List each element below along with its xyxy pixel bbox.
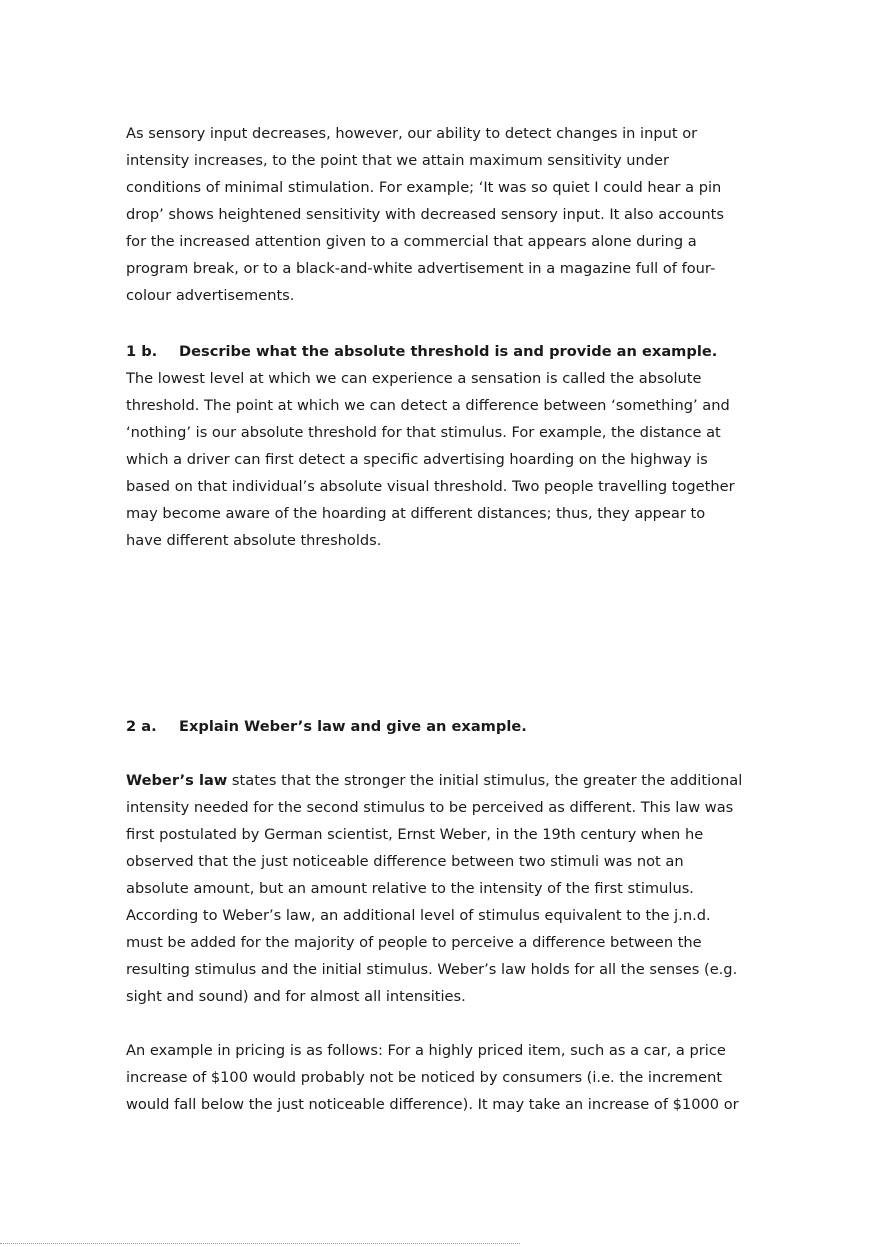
text-line: observed that the just noticeable difference between two stimuli was not an bbox=[126, 853, 684, 870]
term-webers-law: Weber’s law bbox=[126, 772, 228, 789]
text-line: resulting stimulus and the initial stimulus. Weber’s law holds for all the senses (e.g. bbox=[126, 961, 738, 978]
text-line: threshold. The point at which we can detect a difference between ‘something’ and bbox=[126, 397, 730, 414]
footer-divider bbox=[0, 1243, 520, 1244]
text-line: which a driver can first detect a specific advertising hoarding on the highway is bbox=[126, 451, 708, 468]
question-number: 2 a. bbox=[126, 718, 157, 735]
text-line: program break, or to a black-and-white advertisement in a magazine full of four- bbox=[126, 260, 716, 277]
paragraph-absolute-threshold bbox=[126, 365, 766, 554]
text-line: must be added for the majority of people to perceive a difference between the bbox=[126, 934, 702, 951]
question-2a-heading bbox=[126, 713, 527, 740]
text-line: An example in pricing is as follows: For a highly priced item, such as a car, a price bbox=[126, 1042, 726, 1059]
text-line: for the increased attention given to a commercial that appears alone during a bbox=[126, 233, 697, 250]
text-line: would fall below the just noticeable difference). It may take an increase of $1000 or bbox=[126, 1096, 739, 1113]
paragraph-pricing-example bbox=[126, 1037, 766, 1118]
text-line: ‘nothing’ is our absolute threshold for that stimulus. For example, the distance at bbox=[126, 424, 721, 441]
text-line bbox=[126, 767, 766, 794]
text-line: conditions of minimal stimulation. For example; ‘It was so quiet I could hear a pin bbox=[126, 179, 722, 196]
question-title: Describe what the absolute threshold is and provide an example. bbox=[179, 343, 718, 360]
text-line: As sensory input decreases, however, our ability to detect changes in input or bbox=[126, 125, 698, 142]
text-line: The lowest level at which we can experience a sensation is called the absolute bbox=[126, 370, 702, 387]
text-line: first postulated by German scientist, Ernst Weber, in the 19th century when he bbox=[126, 826, 704, 843]
question-1b-heading bbox=[126, 338, 717, 365]
text-line: According to Weber’s law, an additional level of stimulus equivalent to the j.n.d. bbox=[126, 907, 711, 924]
text-line: increase of $100 would probably not be noticed by consumers (i.e. the increment bbox=[126, 1069, 723, 1086]
text-line: sight and sound) and for almost all intensities. bbox=[126, 988, 466, 1005]
question-title: Explain Weber’s law and give an example. bbox=[179, 718, 527, 735]
paragraph-sensory-input bbox=[126, 120, 766, 309]
text-line: colour advertisements. bbox=[126, 287, 295, 304]
question-number: 1 b. bbox=[126, 343, 158, 360]
text-line: absolute amount, but an amount relative to the intensity of the first stimulus. bbox=[126, 880, 694, 897]
text-line: may become aware of the hoarding at different distances; thus, they appear to bbox=[126, 505, 706, 522]
paragraph-webers-law bbox=[126, 767, 766, 1010]
text-line: intensity needed for the second stimulus to be perceived as different. This law was bbox=[126, 799, 734, 816]
text-line: have different absolute thresholds. bbox=[126, 532, 382, 549]
text-run: states that the stronger the initial stimulus, the greater the additional bbox=[227, 772, 743, 789]
text-line: drop’ shows heightened sensitivity with decreased sensory input. It also accounts bbox=[126, 206, 724, 223]
text-line: intensity increases, to the point that we attain maximum sensitivity under bbox=[126, 152, 670, 169]
text-line: based on that individual’s absolute visual threshold. Two people travelling together bbox=[126, 478, 735, 495]
